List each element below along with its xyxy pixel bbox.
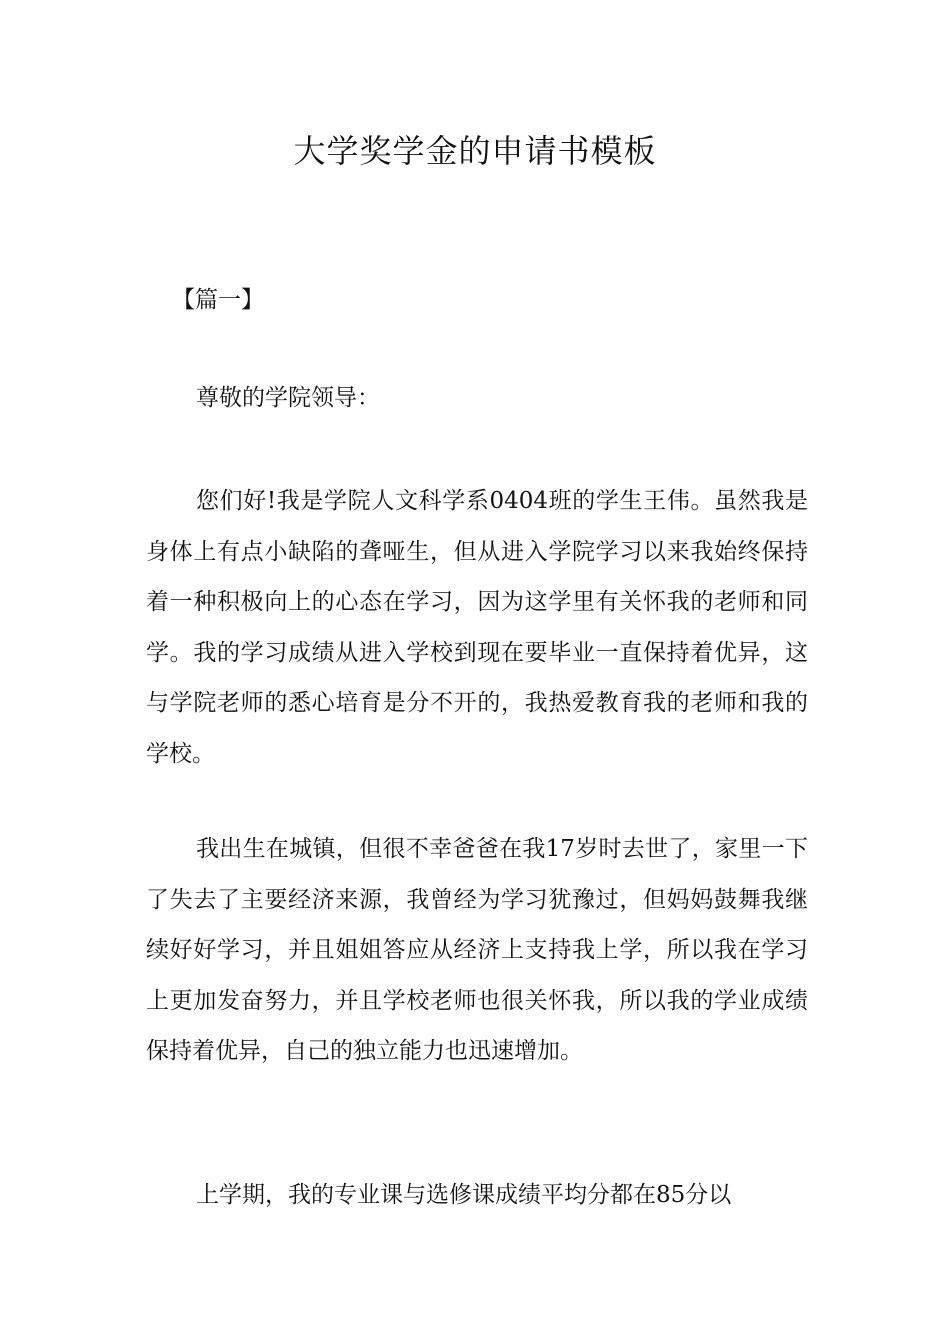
salutation: 尊敬的学院领导： <box>196 385 380 411</box>
section-label: 【篇一】 <box>172 287 264 313</box>
body-paragraph: 上学期，我的专业课与选修课成绩平均分都在85分以 <box>196 1182 732 1208</box>
body-paragraph: 我出生在城镇，但很不幸爸爸在我17岁时去世了，家里一下了失去了主要经济来源，我曾经为学习犹豫过，但妈妈鼓舞我继续好好学习，并且姐姐答应从经济上支持我上学，所以我在学习上更加发奋努力，并且学校老师也很关怀我，所以我的学业成绩保持着优异，自己的独立能力也迅速增加。 <box>146 836 808 1064</box>
body-paragraph: 您们好!我是学院人文科学系0404班的学生王伟。虽然我是身体上有点小缺陷的聋哑生，但从进入学院学习以来我始终保持着一种积极向上的心态在学习，因为这学里有关怀我的老师和同学。我的学习成绩从进入学校到现在要毕业一直保持着优异，这与学院老师的悉心培育是分不开的，我热爱教育我的老师和我的学校。 <box>146 488 808 767</box>
document-title: 大学奖学金的申请书模板 <box>293 132 657 170</box>
